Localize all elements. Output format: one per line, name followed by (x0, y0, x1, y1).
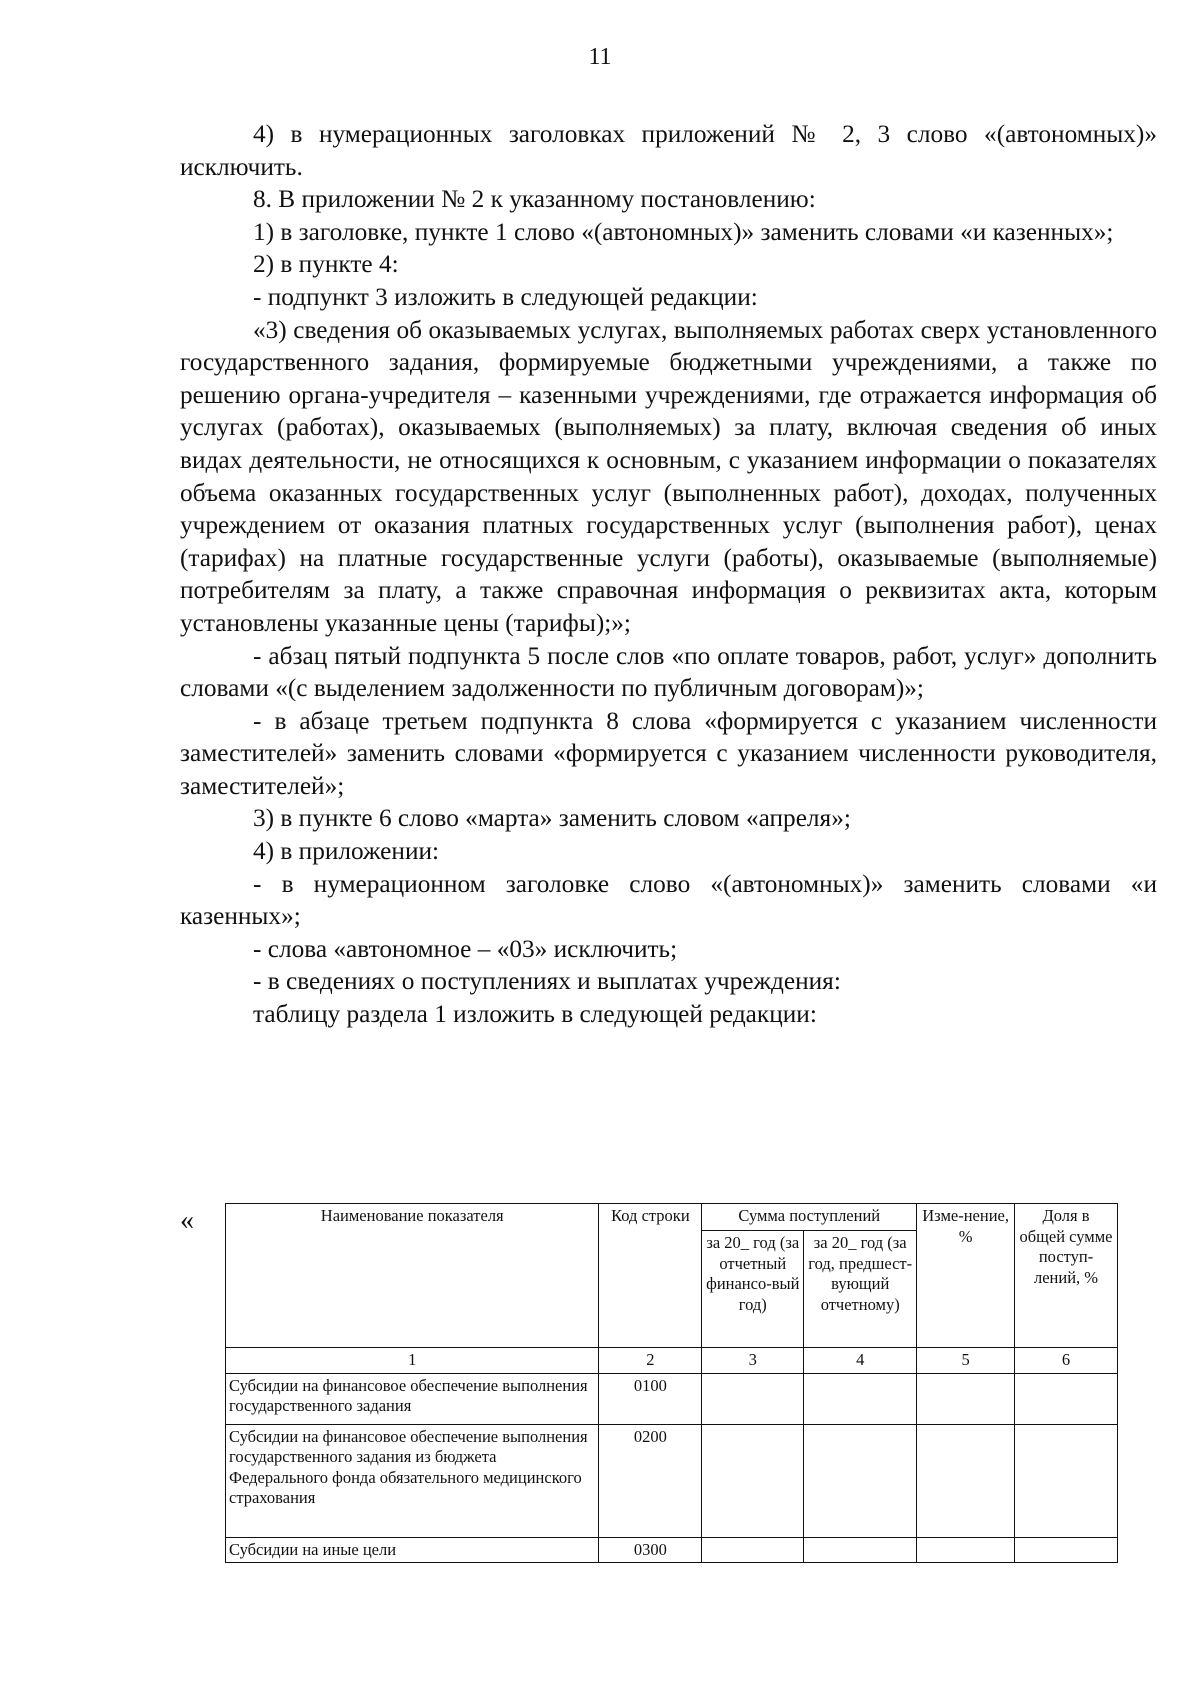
paragraph: - абзац пятый подпункта 5 после слов «по оплате товаров, работ, услуг» дополнить словами «(с выделением задолженности по публичным договорам)»; (180, 641, 1157, 703)
row-share-value (1015, 1537, 1118, 1563)
paragraph: 2) в пункте 4: (253, 250, 399, 279)
row-change-value (917, 1424, 1015, 1537)
table-header-row (226, 1204, 1118, 1231)
opening-quote-mark: « (180, 1205, 194, 1236)
row-change-value (917, 1537, 1015, 1563)
row-previous-value (804, 1373, 917, 1424)
column-number: 2 (599, 1348, 702, 1374)
row-indicator-name: Субсидии на иные цели (226, 1537, 599, 1563)
row-code: 0200 (599, 1424, 702, 1537)
row-previous-value (804, 1537, 917, 1563)
row-indicator-name: Субсидии на финансовое обеспечение выполнения государственного задания (226, 1373, 599, 1424)
column-number: 3 (702, 1348, 804, 1374)
paragraph: 8. В приложении № 2 к указанному постановлению: (253, 185, 816, 214)
paragraph: таблицу раздела 1 изложить в следующей редакции: (253, 1000, 817, 1029)
paragraph: - в абзаце третьем подпункта 8 слова «формируется с указанием численности заместителей» заменить словами «формируется с указанием численности руководителя, заместителей»; (180, 706, 1157, 800)
column-number: 5 (917, 1348, 1015, 1374)
row-share-value (1015, 1373, 1118, 1424)
row-previous-value (804, 1424, 917, 1537)
row-code: 0100 (599, 1373, 702, 1424)
table-row (226, 1537, 1118, 1563)
column-number: 1 (226, 1348, 599, 1374)
paragraph: 4) в приложении: (253, 837, 440, 866)
paragraph: - в нумерационном заголовке слово «(автономных)» заменить словами «и казенных»; (180, 869, 1157, 931)
header-previous-year: за 20_ год (за год, предшест-вующий отчетному) (804, 1231, 917, 1348)
paragraph: 1) в заголовке, пункте 1 слово «(автономных)» заменить словами «и казенных»; (253, 217, 1114, 246)
row-share-value (1015, 1424, 1118, 1537)
paragraph: - подпункт 3 изложить в следующей редакции: (253, 282, 758, 311)
column-number: 4 (804, 1348, 917, 1374)
column-number-row (226, 1348, 1118, 1374)
table-row (226, 1424, 1118, 1537)
paragraph: 3) в пункте 6 слово «марта» заменить словом «апреля»; (253, 804, 851, 833)
paragraph: - в сведениях о поступлениях и выплатах учреждения: (253, 967, 841, 996)
row-indicator-name: Субсидии на финансовое обеспечение выполнения государственного задания из бюджета Федерального фонда обязательного медицинского страхования (226, 1424, 599, 1537)
row-reporting-value (702, 1537, 804, 1563)
header-receipts-sum: Сумма поступлений (702, 1204, 917, 1231)
header-share-percent: Доля в общей сумме поступ-лений, % (1015, 1204, 1118, 1348)
row-reporting-value (702, 1424, 804, 1537)
document-body (180, 118, 1157, 1031)
paragraph: «3) сведения об оказываемых услугах, выполняемых работах сверх установленного государственного задания, формируемые бюджетными учреждениями, а также по решению органа-учредителя – казенными учреждениями, где отражается информация об услугах (работах), оказываемых (выполняемых) за плату, включая сведения об иных видах деятельности, не относящихся к основным, с указанием информации о показателях объема оказанных государственных услуг (выполненных работ), доходах, полученных учреждением от оказания платных государственных услуг (выполнения работ), ценах (тарифах) на платные государственные услуги (работы), оказываемые (выполняемые) потребителям за плату, а также справочная информация о реквизитах акта, которым установлены указанные цены (тарифы);»; (180, 315, 1157, 637)
row-code: 0300 (599, 1537, 702, 1563)
table-row (226, 1373, 1118, 1424)
receipts-table (225, 1203, 1118, 1563)
row-change-value (917, 1373, 1015, 1424)
header-change-percent: Изме-нение, % (917, 1204, 1015, 1348)
paragraph: - слова «автономное – «03» исключить; (253, 934, 678, 963)
header-row-code: Код строки (599, 1204, 702, 1348)
header-reporting-year: за 20_ год (за отчетный финансо-вый год) (702, 1231, 804, 1348)
row-reporting-value (702, 1373, 804, 1424)
paragraph: 4) в нумерационных заголовках приложений № 2, 3 слово «(автономных)» исключить. (180, 120, 1157, 181)
page-number: 11 (588, 44, 612, 70)
header-indicator-name: Наименование показателя (226, 1204, 599, 1348)
column-number: 6 (1015, 1348, 1118, 1374)
